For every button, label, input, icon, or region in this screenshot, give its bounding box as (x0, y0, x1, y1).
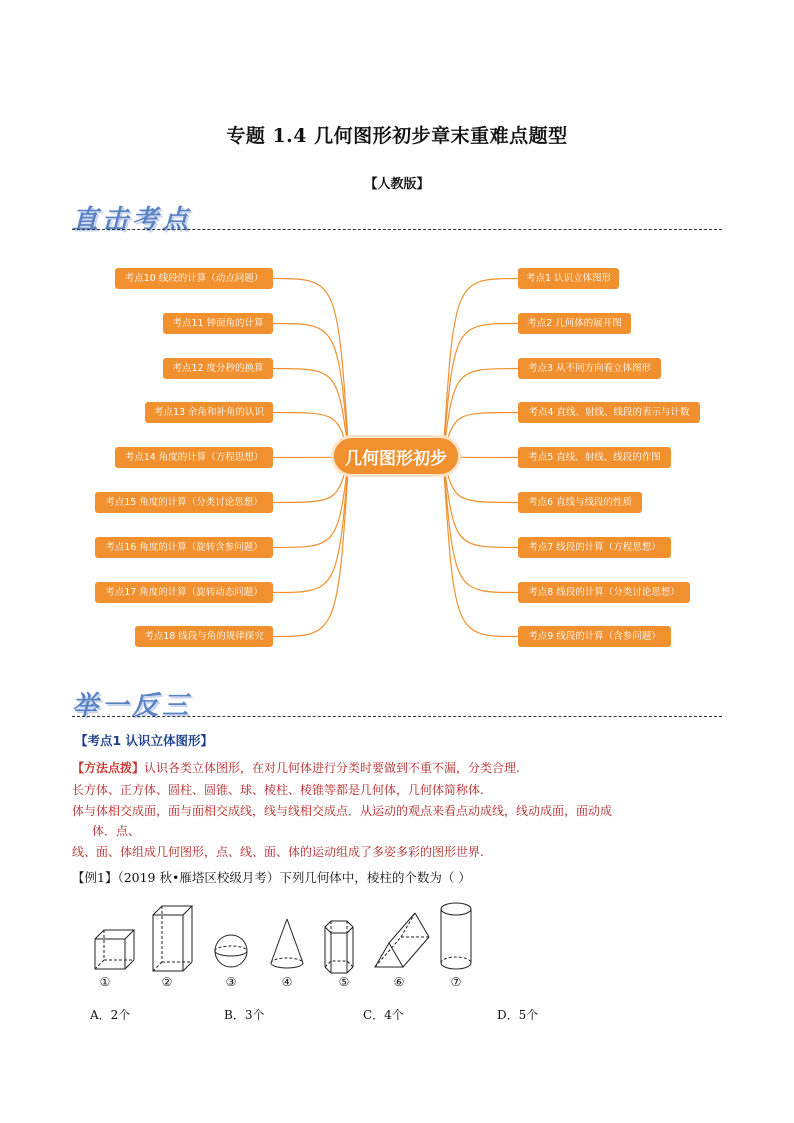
mindmap-center-node: 几何图形初步 (331, 435, 461, 477)
sphere-shape (215, 935, 247, 967)
method-tag: 【方法点拨】 (72, 761, 145, 775)
cuboid-shape (153, 906, 192, 971)
divider-2 (72, 716, 722, 717)
cone-shape (271, 919, 303, 968)
tri-prism-shape (375, 913, 429, 967)
mindmap-node-l18: 考点18 线段与角的规律探究 (135, 626, 273, 647)
mindmap-connector (443, 456, 518, 637)
mindmap-node-r9: 考点9 线段的计算（含参问题） (518, 626, 671, 647)
solid-label-1: ① (99, 975, 111, 989)
mindmap-connector (443, 279, 518, 457)
section-heading: 【考点1 认识立体图形】 (75, 733, 214, 748)
solid-label-6: ⑥ (393, 975, 405, 989)
cylinder-shape (441, 903, 471, 969)
body-line-3: 体与体相交成面，面与面相交成线，线与线相交成点．从运动的观点来看点动成线，线动成面，面动成 (72, 804, 613, 818)
mindmap-node-r7: 考点7 线段的计算（方程思想） (518, 537, 671, 558)
mindmap-connector (273, 324, 349, 457)
solid-label-4: ④ (281, 975, 293, 989)
mindmap-node-r3: 考点3 从不同方向看立体图形 (518, 358, 661, 379)
mindmap-node-l15: 考点15 角度的计算（分类讨论思想） (95, 492, 273, 513)
choice-a[interactable]: A．2个 (90, 1008, 131, 1022)
document-subtitle: 【人教版】 (364, 177, 430, 192)
mindmap-node-l14: 考点14 角度的计算（方程思想） (115, 447, 273, 468)
mindmap-node-l10: 考点10 线段的计算（动点问题） (115, 268, 273, 289)
method-line (72, 759, 520, 776)
divider-1 (72, 229, 722, 230)
mindmap-node-l13: 考点13 余角和补角的认识 (145, 402, 273, 423)
solids-figure (85, 895, 485, 975)
choice-c[interactable]: C．4个 (363, 1008, 404, 1022)
solid-label-7: ⑦ (450, 975, 462, 989)
mindmap-connector (273, 456, 349, 593)
hex-prism-shape (325, 921, 353, 973)
mindmap-connector (443, 324, 518, 457)
body-line-4: 线、面、体组成几何图形，点、线、面、体的运动组成了多姿多彩的图形世界. (72, 845, 484, 859)
mindmap-node-l12: 考点12 度分秒的换算 (163, 358, 273, 379)
body-line-2: 长方体、正方体、圆柱、圆锥、球、棱柱、棱锥等都是几何体，几何体简称体. (72, 783, 484, 797)
choice-b[interactable]: B．3个 (224, 1008, 265, 1022)
mindmap-connector (443, 456, 518, 593)
mindmap-node-l17: 考点17 角度的计算（旋转动态问题） (95, 582, 273, 603)
mindmap-connector (273, 279, 349, 457)
mindmap-node-r6: 考点6 直线与线段的性质 (518, 492, 642, 513)
mindmap-node-r1: 考点1 认识立体图形 (518, 268, 619, 289)
mindmap-connector (273, 456, 349, 637)
method-text: 认识各类立体图形，在对几何体进行分类时要做到不重不漏，分类合理. (144, 761, 520, 775)
banner-examples: 举一反三 (72, 691, 193, 721)
solid-label-2: ② (161, 975, 173, 989)
mindmap-node-l16: 考点16 角度的计算（旋转含参问题） (95, 537, 273, 558)
example-question: 【例1】（2019 秋•雁塔区校级月考）下列几何体中，棱柱的个数为（ ） (72, 870, 471, 885)
mindmap-node-r4: 考点4 直线、射线、线段的表示与计数 (518, 402, 700, 423)
body-line-3b: 体．点、 (92, 824, 141, 838)
mindmap-node-r5: 考点5 直线、射线、线段的作图 (518, 447, 671, 468)
mindmap-node-r8: 考点8 线段的计算（分类讨论思想） (518, 582, 690, 603)
choice-d[interactable]: D．5个 (497, 1008, 539, 1022)
mindmap-node-l11: 考点11 钟面角的计算 (163, 313, 273, 334)
mindmap-node-r2: 考点2 几何体的展开图 (518, 313, 631, 334)
banner-direct-points: 直击考点 (72, 205, 193, 235)
solid-label-3: ③ (225, 975, 237, 989)
document-title: 专题 1.4 几何图形初步章末重难点题型 (226, 125, 568, 147)
cube-shape (95, 930, 134, 969)
solid-label-5: ⑤ (338, 975, 350, 989)
